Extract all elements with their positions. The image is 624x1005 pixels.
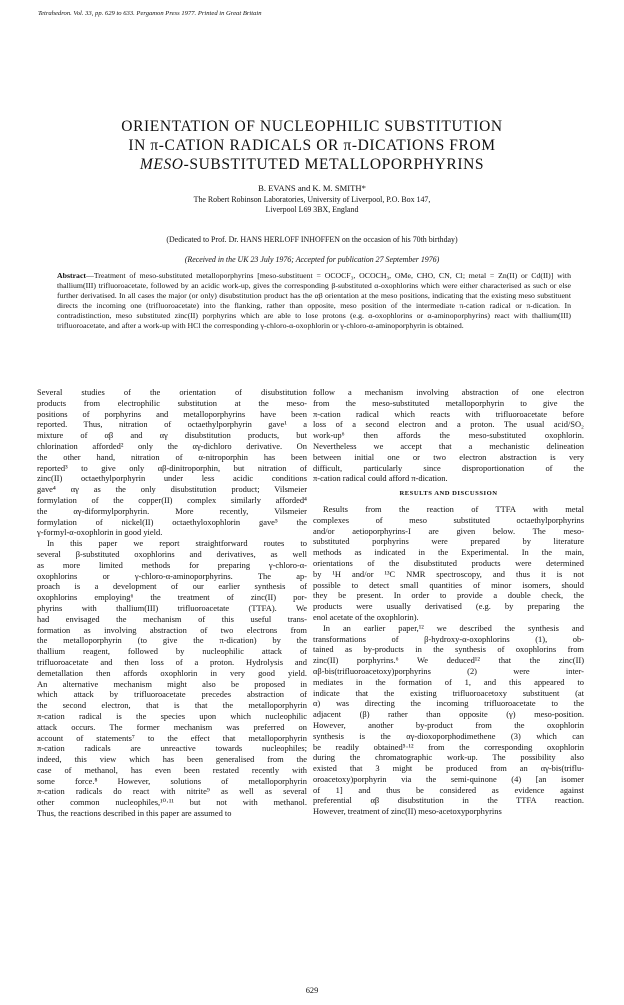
text-line: indeed, this view which has been generalised from the	[37, 754, 307, 765]
text-line: chlorination afforded² only the αγ-dichloro derivative. On	[37, 440, 307, 451]
title-line-2: IN π-CATION RADICALS OR π-DICATIONS FROM	[128, 137, 496, 154]
text-line: reported. Thus, nitration of octaethylporphyrin gave¹ a	[37, 419, 307, 430]
text-line: complexes of meso substituted octaethylporphyrins	[313, 514, 584, 525]
text-line: difficult, particularly since disproportionation of the	[313, 462, 584, 473]
text-line: positions of porphyrins and metalloporphyrins have been	[37, 408, 307, 419]
text-line: In an earlier paper,¹² we described the synthesis and	[323, 622, 584, 633]
text-line: αβ-bis(trifluoroacetoxy)porphyrins (2) were inter-	[313, 665, 584, 676]
authors: B. EVANS and K. M. SMITH*	[258, 183, 366, 193]
text-line: π-cation radical could afford π-dication.	[313, 473, 448, 484]
affiliation	[40, 195, 584, 215]
text-line: oxophlorins employing⁶ the treatment of zinc(II) por-	[37, 592, 307, 603]
paper-title	[40, 117, 584, 174]
text-line: π-cation radical is the species upon which nucleophilic	[37, 710, 307, 721]
text-line: enol acetate of the oxophlorin).	[313, 611, 419, 622]
text-line: the metalloporphyrin (to give the π-dication) by the	[37, 635, 307, 646]
text-line: substituted porphyrins were prepared by literature	[313, 536, 584, 547]
text-line: mixture of αβ and αγ disubstitution products, but	[37, 430, 307, 441]
text-line: several β-substituted oxophlorins and derivatives, as well	[37, 548, 307, 559]
text-line: Several studies of the orientation of disubstitution	[37, 387, 307, 397]
text-line: However, another by-product from the oxophlorin	[313, 719, 584, 730]
text-line: orientations of the disubstituted products were determined	[313, 557, 584, 568]
title-line-3	[40, 155, 584, 174]
text-line: zinc(II) octaethylporphyrin under less acidic conditions	[37, 473, 307, 484]
text-line: π-cation radicals do react with nitrite⁹ as well as several	[37, 786, 307, 797]
text-line: oroacetoxy)porphyrin via the semi-quinone (4) [an isomer	[313, 773, 584, 784]
text-line: between initial one or two electron abstraction is very	[313, 451, 584, 462]
text-line: of 1] and thus be considered as evidence against	[313, 784, 584, 795]
right-column	[313, 387, 584, 817]
affiliation-line-2: Liverpool L69 3BX, England	[265, 205, 359, 214]
affiliation-line-1: The Robert Robinson Laboratories, University of Liverpool, P.O. Box 147,	[193, 195, 431, 204]
text-line: the other hand, nitration of α-nitroporphin has been	[37, 451, 307, 462]
text-line: α) was directing the incoming trifluoroacetate to the	[313, 698, 584, 709]
abstract-text: —Treatment of meso-substituted metalloporphyrins [meso-substituent = OCOCF₃, OCOCH₃, OMe, CHO, CN, Cl; metal = Zn(II) or Cd(II)] with thallium(III) trifluoroacetate, followed by an acidic work-up, gives the corresponding β-substituted α-oxophlorins which were either characterised as such or else further derivatised. In all cases the major (or only) disubstitution product has the αβ orientation at the meso positions, indicating that the existing meso substituent directs the incoming one (trifluoroacetate) into the flanking, rather than opposite, meso position of the intermediate π-cation radical or π-dication. In contradistinction, meso substituted zinc(II) porphyrins which are able to lose protons (e.g. α-oxophlorins or α-aminoporphyrins) react with thallium(III) trifluoroacetate, and after a work-up with HCl the corresponding γ-chloro-α-oxophlorin or γ-chloro-α-aminoporphyrin is obtained.	[57, 271, 571, 331]
text-line: reported³ to give only αβ-dinitroporphin, but nitration of	[37, 462, 307, 473]
title-line-3-rest: -SUBSTITUTED METALLOPORPHYRINS	[183, 156, 485, 173]
text-line: phyrins with thallium(III) trifluoroacetate (TTFA). We	[37, 602, 307, 613]
text-line: Thus, the reactions described in this paper are assumed to	[37, 808, 232, 819]
text-line: π-cation radicals are unreactive towards nucleophiles;	[37, 743, 307, 754]
text-line: trifluoroacetate and then loss of a proton. Hydrolysis and	[37, 656, 307, 667]
text-line: proach is a development of our earlier synthesis of	[37, 581, 307, 592]
text-line: loss of a second electron and a proton. The usual acid/SO₂	[313, 419, 584, 430]
text-line: the αγ-diformylporphyrin. More recently, Vilsmeier	[37, 505, 307, 516]
text-line: which attack by trifluoroacetate precedes abstraction of	[37, 689, 307, 700]
text-line: during the chromatographic work-up. The possibility also	[313, 752, 584, 763]
text-line: account of statements⁷ to the effect that metalloporphyrin	[37, 732, 307, 743]
text-line: In this paper we report straightforward routes to	[47, 538, 307, 549]
text-line: formylation of the copper(II) complex similarly afforded⁴	[37, 494, 307, 505]
text-line: mediates in the formation of 1, and this appeared to	[313, 676, 584, 687]
text-line: adjacent (β) rather than opposite (γ) meso-position.	[313, 709, 584, 720]
text-line: γ-formyl-α-oxophlorin in good yield.	[37, 527, 163, 538]
abstract	[57, 271, 571, 331]
section-heading: RESULTS AND DISCUSSION	[399, 490, 498, 498]
text-line: some force.⁸ However, solutions of metalloporphyrin	[37, 775, 307, 786]
text-line: formylation of nickel(II) octaethyloxophlorin gave⁵ the	[37, 516, 307, 527]
text-line: gave⁴ αγ as the only disubstitution product; Vilsmeier	[37, 484, 307, 495]
text-line: Nevertheless we accept that a mechanistic delineation	[313, 440, 584, 451]
text-line: as more limited methods for preparing γ-chloro-α-	[37, 559, 307, 570]
page-number: 629	[305, 986, 319, 995]
left-column	[37, 387, 307, 819]
text-line: by ¹H and/or ¹³C NMR spectroscopy, and thus it is not	[313, 568, 584, 579]
text-line: from the meso-substituted metalloporphyrin to give the	[313, 397, 584, 408]
text-line: other common nucleophiles,¹⁰·¹¹ but not with methanol.	[37, 797, 307, 808]
text-line: attack occurs. The former mechanism was preferred on	[37, 721, 307, 732]
text-line: indicate that the existing trifluoroacetoxy substituent (at	[313, 687, 584, 698]
text-line: the second electron, that is that the metalloporphyrin	[37, 700, 307, 711]
journal-citation: Tetrahedron. Vol. 33, pp. 629 to 633. Pergamon Press 1977. Printed in Great Britain	[38, 10, 262, 17]
text-line: case of methanol, has even been restated recently with	[37, 764, 307, 775]
text-line: Results from the reaction of TTFA with metal	[323, 503, 584, 514]
title-meso-italic: MESO	[139, 156, 184, 173]
text-line: transformations of β-hydroxy-α-oxophlorins (1), ob-	[313, 633, 584, 644]
text-line: oxophlorins or γ-chloro-α-aminoporphyrins. The ap-	[37, 570, 307, 581]
text-line: An alternative mechanism might also be proposed in	[37, 678, 307, 689]
text-line: be readily obtained⁵·¹² from the corresponding oxophlorin	[313, 741, 584, 752]
text-line: work-up⁶ then affords the meso-substituted oxophlorin.	[313, 430, 584, 441]
text-line: π-cation radical which reacts with trifluoroacetate before	[313, 408, 584, 419]
text-line: tained as by-products in the synthesis of oxophlorins from	[313, 644, 584, 655]
text-line: products were usually derivatised (e.g. by preparing the	[313, 601, 584, 612]
text-line: However, treatment of zinc(II) meso-acetoxyporphyrins	[313, 806, 502, 817]
text-line: preferential αβ disubstitution in the TTFA reaction.	[313, 795, 584, 806]
text-line: and/or aetioporphyrins-I are given below. The meso-	[313, 525, 584, 536]
text-line: possible to detect small quantities of minor isomers, should	[313, 579, 584, 590]
text-line: existed that 3 might be produced from an αγ-bis(triflu-	[313, 763, 584, 774]
text-line: had envisaged the mechanism of this useful trans-	[37, 613, 307, 624]
title-line-1: ORIENTATION OF NUCLEOPHILIC SUBSTITUTION	[121, 118, 503, 135]
text-line: they be present. In order to provide a double check, the	[313, 590, 584, 601]
text-line: synthesis is the αγ-dioxoporphodimethene (3) which can	[313, 730, 584, 741]
right-column-body	[313, 504, 584, 817]
text-line: products from electrophilic substitution at the meso-	[37, 397, 307, 408]
text-line: formation as involving abstraction of two electrons from	[37, 624, 307, 635]
dedication: (Dedicated to Prof. Dr. HANS HERLOFF INHOFFEN on the occasion of his 70th birthday)	[166, 235, 458, 244]
text-line: demetallation then affords oxophlorin in very good yield.	[37, 667, 307, 678]
received-dates: (Received in the UK 23 July 1976; Accepted for publication 27 September 1976)	[184, 255, 440, 264]
text-line: follow a mechanism involving abstraction of one electron	[313, 387, 584, 397]
text-line: zinc(II) porphyrins.⁶ We deduced¹² that the zinc(II)	[313, 655, 584, 666]
abstract-label: Abstract	[57, 271, 87, 280]
text-line: methods as indicated in the Experimental. In the main,	[313, 547, 584, 558]
text-line: thallium reagent, followed by nucleophilic attack of	[37, 646, 307, 657]
right-column-intro	[313, 387, 584, 484]
